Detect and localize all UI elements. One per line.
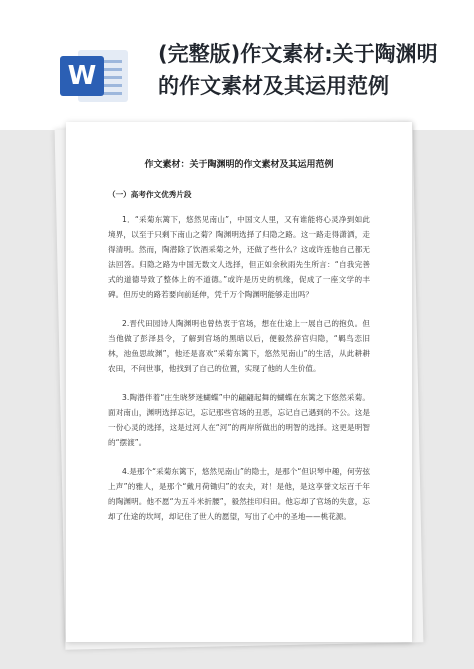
paragraph-2: 2.晋代田园诗人陶渊明也曾热衷于官场，想在仕途上一展自己的抱负。但当他做了彭泽县令，了解到官场的黑暗以后，便毅然辞官归隐，“羁鸟恋旧林，池鱼思故渊”，他还是喜欢“采菊东篱下，悠然见南山”的生活，从此耕耕农田，不问世事，他找到了自己的位置，实现了他的人生价值。 — [108, 319, 370, 373]
document-title: 作文素材：关于陶渊明的作文素材及其运用范例 — [144, 160, 334, 170]
word-letter: W — [60, 56, 104, 96]
document-page — [66, 122, 412, 642]
paragraph-4: 4.是那个“采菊东篱下，悠然见南山”的隐士，是那个“但识琴中趣，何劳弦上声”的雅人，是那个“戴月荷锄归”的农夫，对！是他，是这享誉文坛百千年的陶渊明。他不愿“为五斗米折腰”，毅然挂印归田。他忘却了官场的失意，忘却了仕途的坎坷，却记住了世人的愿望，写出了心中的圣地——桃花源。 — [108, 467, 370, 521]
word-icon — [60, 46, 130, 106]
page-title: (完整版)作文素材:关于陶渊明的作文素材及其运用范例 — [158, 42, 438, 98]
section-heading: （一）高考作文优秀片段 — [108, 190, 192, 199]
paragraph-1: 1．“采菊东篱下，悠然见南山”，中国文人里，又有谁能将心灵净到如此境界，以至于只剩下南山之菊？陶渊明选择了归隐之路。这一路走得潇洒，走得清明。然而，陶潜除了饮酒采菊之外，还做了些什么？这或许连他自己都无法回答。归隐之路为中国无数文人选择，但正如余秋雨先生所言：“自我完善式的道德导致了整体上的不道德。”或许是历史的机缘，促成了一座文学的丰碑。但历史的路若要向前延伸，凭千万个陶渊明能够走出吗？ — [108, 215, 370, 299]
paragraph-3: 3.陶潜伴着“庄生晓梦迷蝴蝶”中的翩翩起舞的蝴蝶在东篱之下悠然采菊。面对南山，渊明选择忘记，忘记那些官场的丑恶，忘记自己遇到的不公。这是一份心灵的选择，这是过河人在“河”的两岸所做出的明智的选择。这更是明智的“摆渡”。 — [108, 393, 370, 447]
title-banner — [0, 0, 474, 130]
